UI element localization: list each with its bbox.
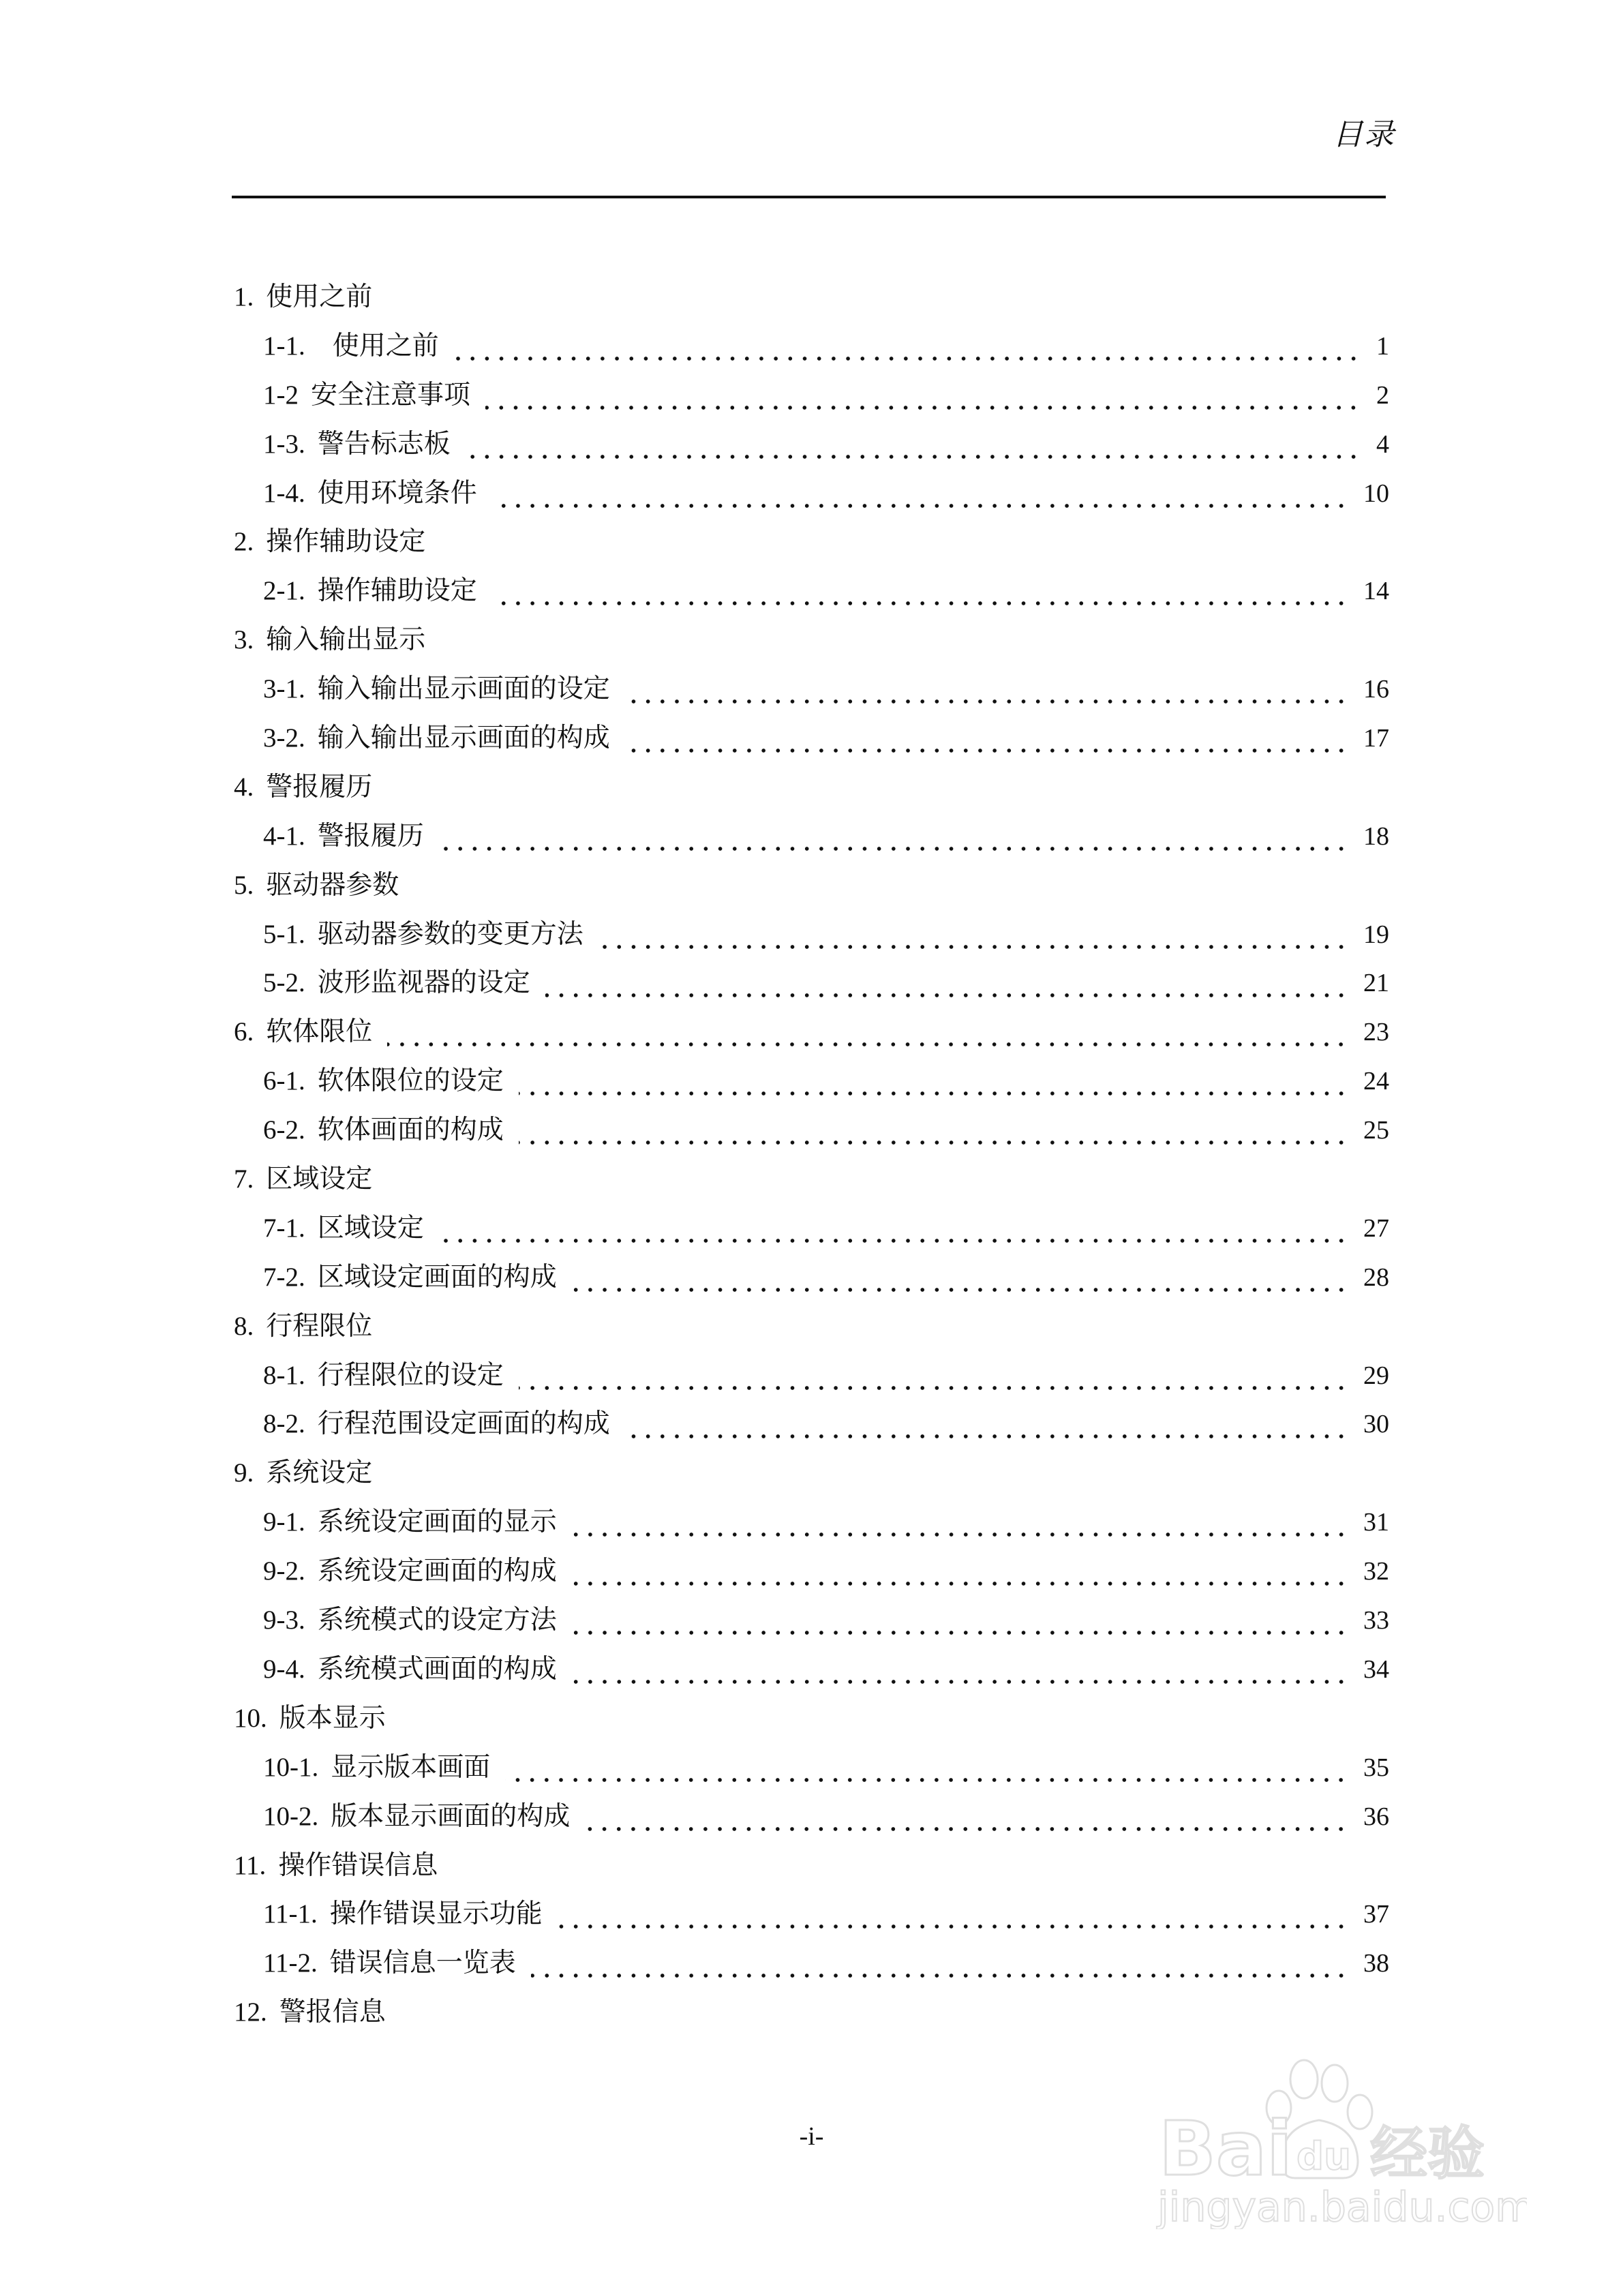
toc-page-number: 30 [1363, 1410, 1389, 1439]
toc-title: 警报履历 [317, 820, 424, 851]
toc-number: 5-1. [263, 919, 305, 949]
toc-title: 区域设定 [266, 1164, 373, 1195]
toc-number: 1-2 [263, 380, 299, 410]
toc-section[interactable] [234, 1993, 1389, 2042]
toc-title: 软体限位的设定 [317, 1066, 504, 1097]
toc-subsection[interactable] [234, 572, 1389, 621]
dot-leader [572, 1531, 1348, 1538]
toc-page-number: 29 [1363, 1361, 1389, 1390]
dot-leader [585, 1826, 1348, 1832]
toc-section[interactable] [234, 1847, 1389, 1896]
dot-leader [505, 1777, 1348, 1783]
toc-subsection[interactable] [234, 1405, 1389, 1454]
toc-subsection[interactable] [234, 1209, 1389, 1258]
toc-title: 版本显示画面的构成 [331, 1800, 571, 1832]
toc-page-number: 28 [1363, 1263, 1389, 1292]
toc-number: 3-2. [263, 723, 305, 753]
toc-number: 8. [234, 1311, 254, 1341]
toc-section[interactable] [234, 1454, 1389, 1503]
toc-title: 系统模式的设定方法 [317, 1605, 557, 1636]
toc-subsection[interactable] [234, 425, 1389, 474]
dot-leader [625, 1433, 1348, 1440]
svg-text:Bai: Bai [1159, 2105, 1292, 2192]
toc-subsection[interactable] [234, 1944, 1389, 1993]
page-header-title: 目录 [1333, 117, 1395, 152]
toc-subsection[interactable] [234, 327, 1389, 376]
toc-number: 10-2. [263, 1801, 319, 1831]
toc-page-number: 35 [1363, 1753, 1389, 1782]
toc-title: 使用之前 [332, 330, 439, 361]
toc-number: 4. [234, 772, 254, 802]
dot-leader [439, 1237, 1348, 1244]
toc-section[interactable] [234, 278, 1389, 327]
toc-title: 行程限位 [266, 1310, 373, 1342]
toc-number: 11. [234, 1850, 267, 1880]
toc-number: 5-2. [263, 968, 305, 998]
toc-number: 1-4. [263, 478, 305, 508]
toc-number: 9-4. [263, 1654, 305, 1684]
toc-title: 软体画面的构成 [317, 1115, 504, 1146]
dot-leader [598, 943, 1348, 950]
toc-subsection[interactable] [234, 1798, 1389, 1847]
dot-leader [492, 600, 1348, 607]
toc-page-number: 27 [1363, 1213, 1389, 1243]
dot-leader [439, 845, 1348, 852]
svg-text:经验: 经验 [1370, 2120, 1485, 2187]
toc-number: 1. [234, 282, 254, 312]
dot-leader [545, 992, 1348, 999]
toc-number: 7-2. [263, 1262, 305, 1292]
dot-leader [531, 1972, 1348, 1979]
toc-number: 3-1. [263, 674, 305, 704]
toc-title: 驱动器参数的变更方法 [317, 918, 583, 950]
toc-subsection[interactable] [234, 1357, 1389, 1406]
toc-number: 9-1. [263, 1507, 305, 1537]
toc-section[interactable] [234, 866, 1389, 916]
dot-leader [625, 747, 1348, 754]
toc-subsection[interactable] [234, 1650, 1389, 1700]
toc-title: 操作辅助设定 [317, 575, 477, 607]
toc-section[interactable] [234, 621, 1389, 670]
toc-number: 4-1. [263, 821, 305, 851]
dot-leader [466, 453, 1361, 460]
dot-leader [387, 1041, 1348, 1048]
toc-section[interactable] [234, 1308, 1389, 1357]
toc-page-number: 16 [1363, 675, 1389, 704]
toc-subsection[interactable] [234, 1895, 1389, 1944]
dot-leader [454, 355, 1361, 362]
toc-number: 11-2. [263, 1948, 318, 1978]
toc-title: 驱动器参数 [266, 869, 399, 901]
toc-subsection[interactable] [234, 1601, 1389, 1650]
toc-title: 操作错误信息 [278, 1849, 438, 1881]
dot-leader [572, 1286, 1348, 1293]
toc-title: 操作辅助设定 [266, 526, 426, 558]
toc-subsection[interactable] [234, 1503, 1389, 1552]
toc-title: 波形监视器的设定 [317, 967, 530, 999]
dot-leader [625, 698, 1348, 705]
toc-page-number: 34 [1363, 1655, 1389, 1684]
toc-page-number: 37 [1363, 1900, 1389, 1929]
dot-leader [519, 1139, 1348, 1146]
svg-text:jingyan.baidu.com: jingyan.baidu.com [1157, 2184, 1527, 2229]
toc-title: 区域设定 [317, 1212, 424, 1243]
toc-section[interactable] [234, 1700, 1389, 1749]
toc-subsection[interactable] [234, 1258, 1389, 1308]
toc-number: 10-1. [263, 1752, 319, 1782]
toc-number: 2. [234, 527, 254, 557]
toc-page-number: 25 [1363, 1116, 1389, 1145]
toc-page-number: 36 [1363, 1802, 1389, 1831]
toc-title: 系统设定画面的构成 [317, 1556, 557, 1587]
dot-leader [519, 1385, 1348, 1391]
toc-title: 警报信息 [279, 1997, 386, 2028]
toc-page-number: 24 [1363, 1067, 1389, 1096]
toc-title: 操作错误显示功能 [329, 1899, 543, 1930]
toc-subsection[interactable] [234, 964, 1389, 1013]
toc-section[interactable] [234, 1013, 1389, 1062]
toc-page-number: 2 [1376, 380, 1389, 410]
dot-leader [558, 1923, 1348, 1930]
toc-title: 行程范围设定画面的构成 [317, 1408, 610, 1440]
toc-subsection[interactable] [234, 916, 1389, 965]
toc-number: 7-1. [263, 1213, 305, 1243]
toc-number: 6. [234, 1017, 254, 1047]
toc-number: 9. [234, 1458, 254, 1488]
toc-number: 6-1. [263, 1066, 305, 1096]
toc-page-number: 14 [1363, 577, 1389, 606]
toc-subsection[interactable] [234, 1062, 1389, 1111]
toc-title: 版本显示 [279, 1702, 386, 1734]
table-of-contents [234, 278, 1389, 2042]
toc-number: 2-1. [263, 576, 305, 606]
toc-subsection[interactable] [234, 376, 1389, 425]
dot-leader [485, 404, 1361, 411]
dot-leader [572, 1629, 1348, 1636]
baidu-paw-logo-icon [1145, 2052, 1527, 2229]
toc-title: 显示版本画面 [331, 1751, 491, 1783]
toc-subsection[interactable] [234, 1749, 1389, 1798]
dot-leader [572, 1678, 1348, 1685]
toc-title: 系统模式画面的构成 [317, 1653, 557, 1685]
toc-number: 11-1. [263, 1899, 318, 1929]
toc-number: 6-2. [263, 1115, 305, 1145]
toc-number: 10. [234, 1703, 267, 1733]
toc-title: 使用环境条件 [317, 477, 477, 509]
toc-number: 1-3. [263, 429, 305, 459]
toc-section[interactable] [234, 1160, 1389, 1209]
toc-title: 警报履历 [266, 771, 373, 802]
toc-title: 行程限位的设定 [317, 1359, 504, 1391]
dot-leader [572, 1580, 1348, 1587]
toc-title: 输入输出显示画面的构成 [317, 723, 610, 754]
toc-title: 错误信息一览表 [329, 1948, 516, 1979]
toc-page-number: 31 [1363, 1508, 1389, 1537]
toc-subsection[interactable] [234, 1111, 1389, 1160]
toc-number: 3. [234, 625, 254, 655]
toc-title: 使用之前 [266, 282, 373, 312]
svg-text:du: du [1296, 2134, 1351, 2179]
toc-subsection[interactable] [234, 719, 1389, 768]
toc-page-number: 19 [1363, 920, 1389, 949]
toc-page-number: 38 [1363, 1949, 1389, 1978]
toc-number: 5. [234, 870, 254, 900]
toc-title: 软体限位 [266, 1016, 373, 1048]
toc-title: 输入输出显示画面的设定 [317, 674, 610, 705]
toc-page-number: 32 [1363, 1557, 1389, 1586]
header-rule [232, 196, 1386, 198]
toc-number: 1-1. [263, 331, 305, 361]
toc-number: 9-2. [263, 1556, 305, 1586]
toc-number: 9-3. [263, 1605, 305, 1635]
toc-title: 系统设定 [266, 1457, 373, 1489]
toc-section[interactable] [234, 523, 1389, 572]
toc-page-number: 1 [1376, 331, 1389, 361]
toc-section[interactable] [234, 768, 1389, 817]
toc-number: 8-2. [263, 1409, 305, 1439]
toc-title: 系统设定画面的显示 [317, 1507, 557, 1538]
toc-title: 输入输出显示 [266, 624, 426, 656]
toc-page-number: 23 [1363, 1018, 1389, 1047]
toc-title: 安全注意事项 [311, 379, 471, 410]
toc-subsection[interactable] [234, 1552, 1389, 1601]
baidu-jingyan-watermark [1145, 2052, 1527, 2229]
toc-number: 7. [234, 1164, 254, 1194]
page-number-footer: -i- [799, 2122, 824, 2151]
toc-page-number: 33 [1363, 1606, 1389, 1635]
toc-page-number: 10 [1363, 479, 1389, 508]
toc-page-number: 4 [1376, 429, 1389, 459]
dot-leader [519, 1090, 1348, 1097]
toc-subsection[interactable] [234, 817, 1389, 866]
toc-page-number: 17 [1363, 724, 1389, 753]
toc-subsection[interactable] [234, 474, 1389, 524]
toc-title: 警告标志板 [317, 428, 451, 459]
toc-subsection[interactable] [234, 670, 1389, 719]
toc-page-number: 18 [1363, 821, 1389, 851]
toc-title: 区域设定画面的构成 [317, 1261, 557, 1293]
dot-leader [492, 502, 1348, 509]
toc-number: 12. [234, 1997, 267, 2027]
toc-number: 8-1. [263, 1360, 305, 1390]
toc-page-number: 21 [1363, 969, 1389, 998]
